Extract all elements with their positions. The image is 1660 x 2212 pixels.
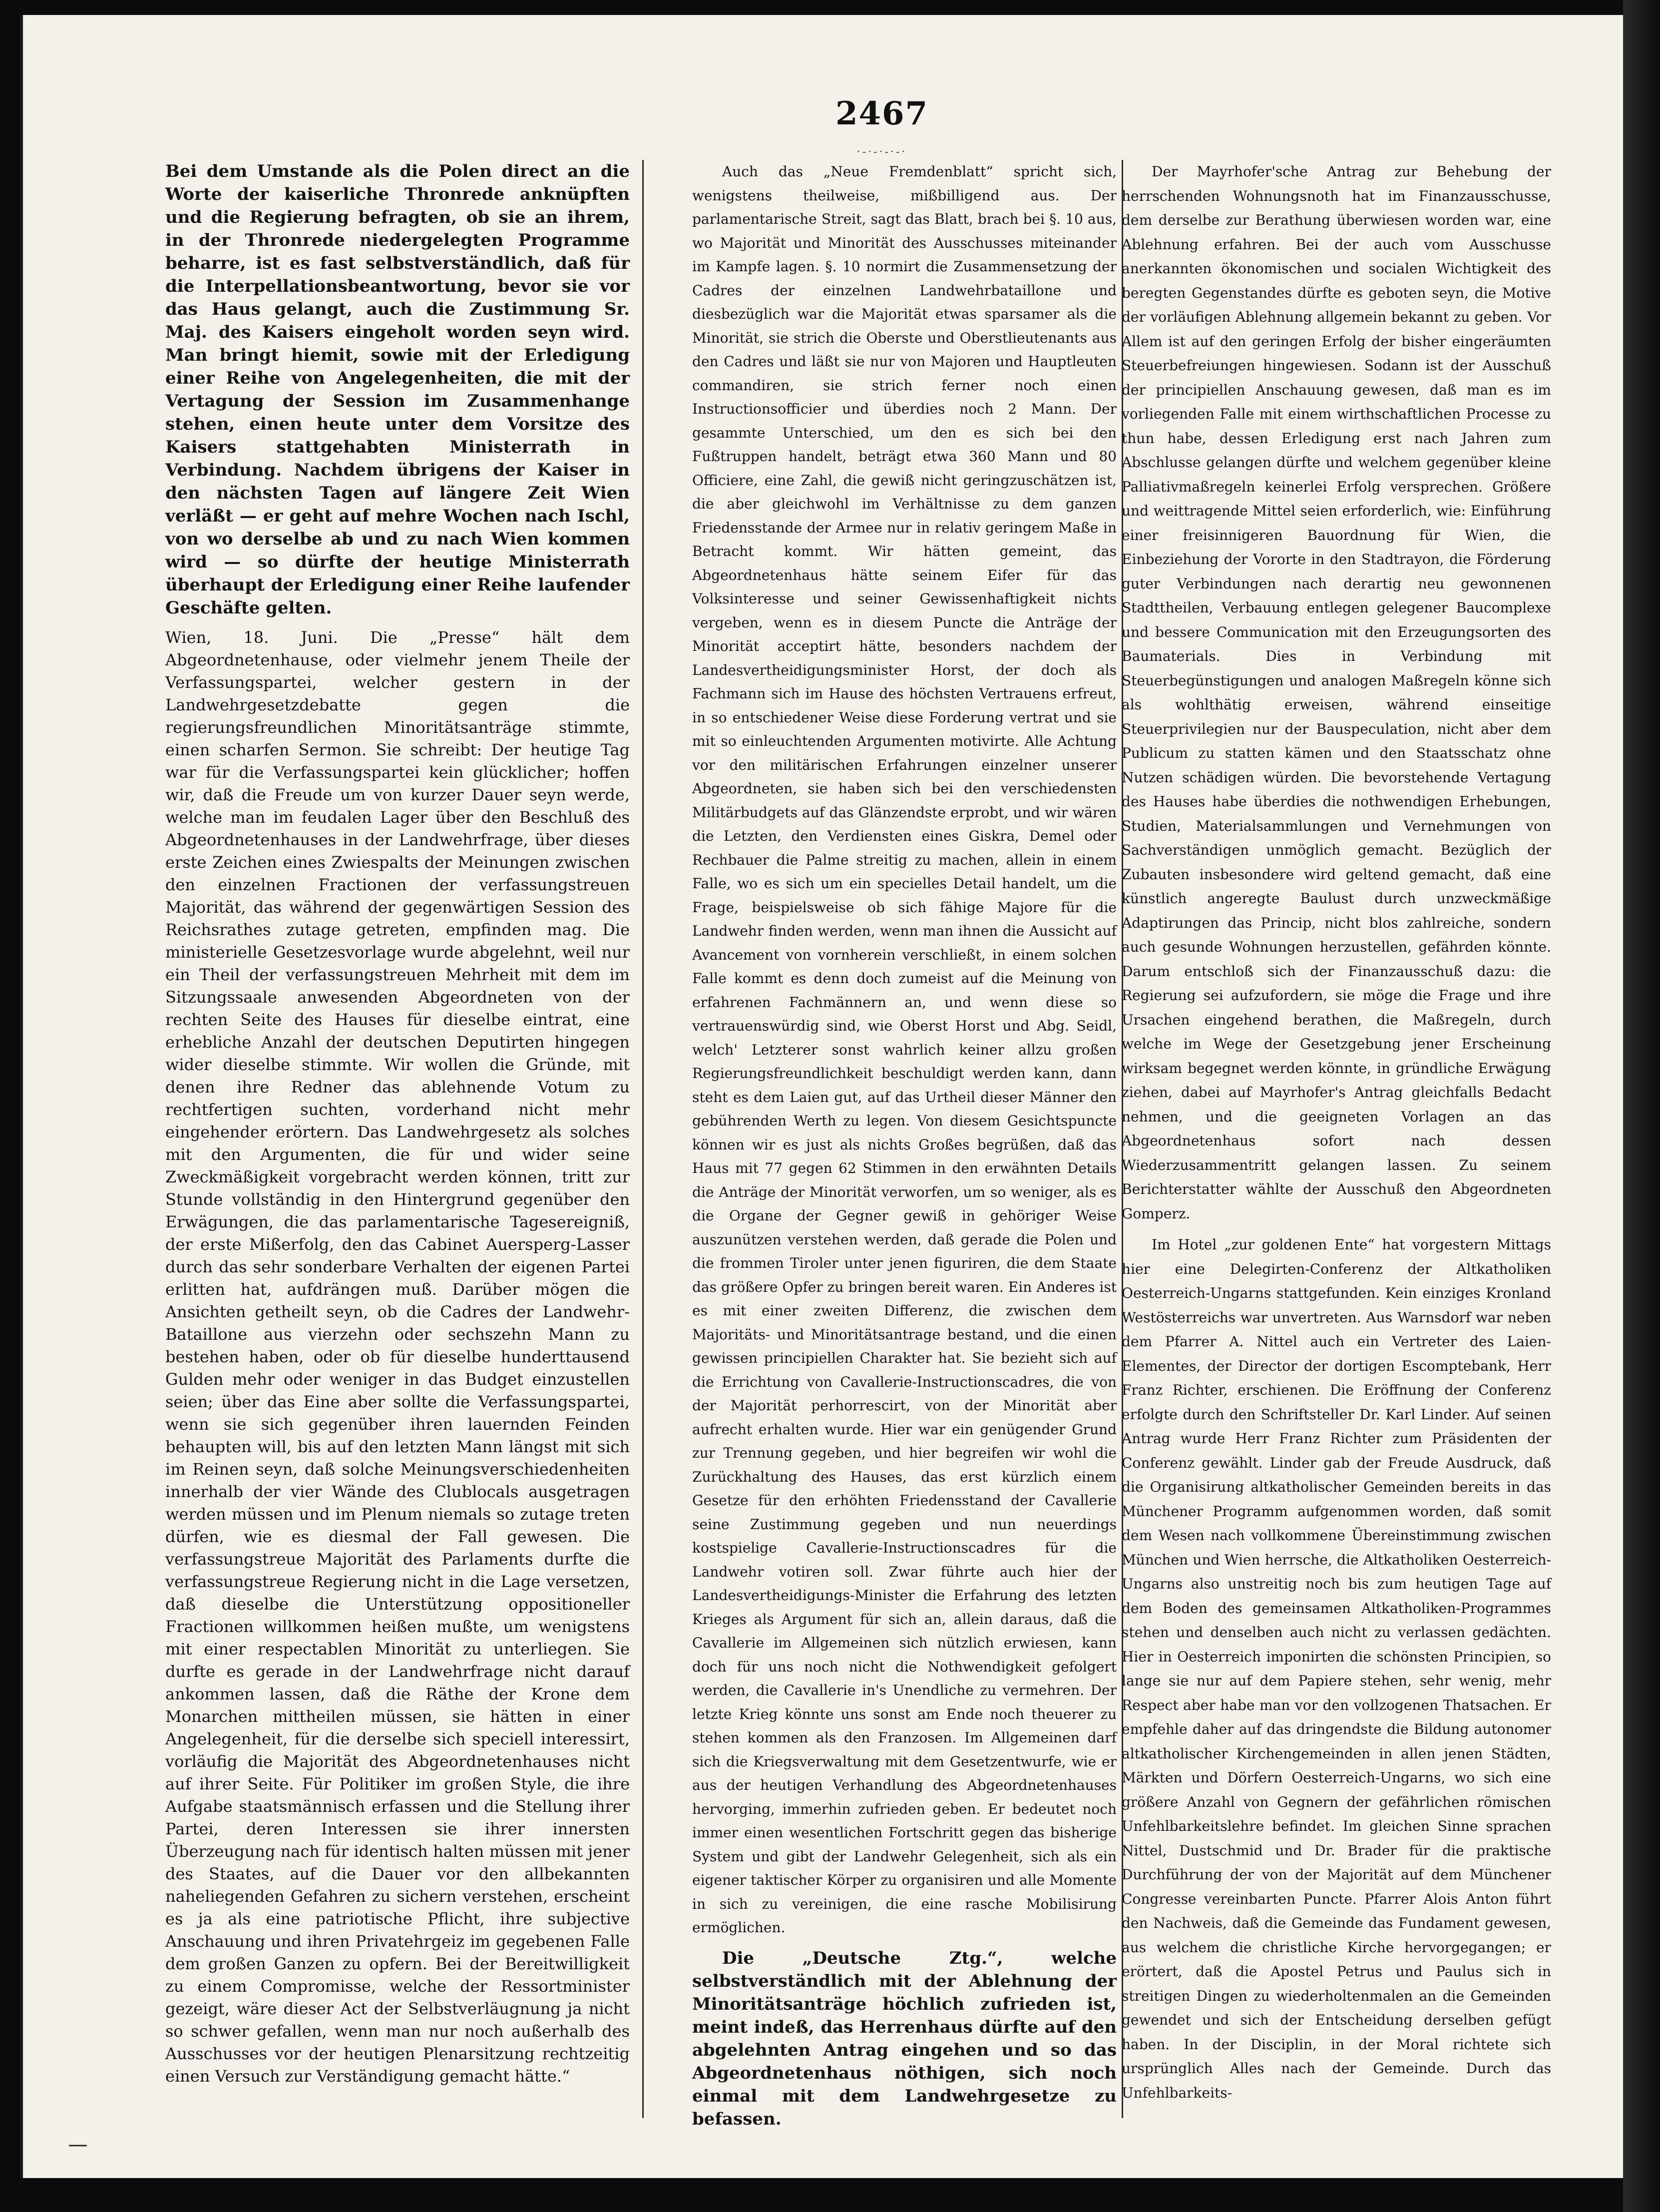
column-middle [692, 160, 1117, 2129]
column-right [1122, 160, 1551, 2118]
newspaper-page [20, 15, 1626, 2178]
page-edge-shadow [1623, 0, 1660, 2212]
article-mayrhofer-antrag: Der Mayrhofer'sche Antrag zur Behebung der herrschenden Wohnungsnoth hat im Finanzausschusse, dem derselbe zur Berathung überwiesen worden war, eine Ablehnung erfahren. Bei der auch vom Ausschusse anerkannten ökonomischen und socialen Wichtigkeit des beregten Gegenstandes dürfte es geboten seyn, die Motive der vorläufigen Ablehnung allgemein bekannt zu geben. Vor Allem ist auf den geringen Erfolg der bisher eingeräumten Steuerbefreiungen hingewiesen. Sodann ist der Ausschuß der principiellen Anschauung gewesen, daß man es im vorliegenden Falle mit einem wirthschaftlichen Processe zu thun habe, dessen Erledigung erst nach Jahren zum Abschlusse gelangen dürfte und welchem gegenüber kleine Palliativmaßregeln keinerlei Erfolg versprechen. Größere und weittragende Mittel seien erforderlich, wie: Einführung einer freisinnigeren Bauordnung für Wien, die Einbeziehung der Vororte in den Stadtrayon, die Förderung guter Verbindungen nach derartig neu gewonnenen Stadttheilen, Verbauung entlegen gelegener Baucomplexe und bessere Communication mit den Erzeugungsorten des Baumaterials. Dies in Verbindung mit Steuerbegünstigungen und analogen Maßregeln könne sich als wohlthätig erweisen, während einseitige Steuerprivilegien nur der Bauspeculation, nicht aber dem Publicum zu statten kämen und den Staatsschatz ohne Nutzen schädigen würden. Die bevorstehende Vertagung des Hauses habe überdies die nothwendigen Erhebungen, Studien, Materialsammlungen und Vernehmungen von Sachverständigen unmöglich gemacht. Bezüglich der Zubauten insbesondere wird geltend gemacht, daß eine künstlich angeregte Baulust durch unzweckmäßige Adaptirungen das Princip, nicht blos zahlreiche, sondern auch gesunde Wohnungen herzustellen, gefährden könnte. Darum entschloß sich der Finanzausschuß dazu: die Regierung sei aufzufordern, sie möge die Frage und ihre Ursachen eingehend berathen, die Maßregeln, durch welche im Wege der Gesetzgebung jener Erscheinung wirksam begegnet werden könnte, in gründliche Erwägung ziehen, dabei auf Mayrhofer's Antrag gleichfalls Bedacht nehmen, und die geeigneten Vorlagen an das Abgeordnetenhaus sofort nach dessen Wiederzusammentritt gelangen lassen. Zu seinem Berichterstatter wählte der Ausschuß den Abgeordneten Gomperz. [1122, 163, 1551, 1222]
column-left [165, 160, 630, 2118]
article-deutsche-zeitung: Die „Deutsche Ztg.“, welche selbstverständlich mit der Ablehnung der Minoritätsanträge höchlich zufrieden ist, meint indeß, das Herrenhaus dürfte auf den abgelehnten Antrag eingehen und so das Abgeordnetenhaus nöthigen, sich noch einmal mit dem Landwehrgesetze zu befassen. [692, 1948, 1117, 2129]
page-number: 2467 [835, 95, 929, 132]
article-wien-presse: Wien, 18. Juni. Die „Presse“ hält dem Abgeordnetenhause, oder vielmehr jenem Theile der Verfassungspartei, welcher gestern in der Landwehrgesetzdebatte gegen die regierungsfreundlichen Minoritätsanträge stimmte, einen scharfen Sermon. Sie schreibt: Der heutige Tag war für die Verfassungspartei kein glücklicher; hoffen wir, daß die Freude um von kurzer Dauer seyn werde, welche man im feudalen Lager über den Beschluß des Abgeordnetenhauses in der Landwehrfrage, über dieses erste Zeichen eines Zwiespalts der Meinungen zwischen den einzelnen Fractionen der verfassungstreuen Majorität, das während der gegenwärtigen Session des Reichsrathes zutage getreten, empfinden mag. Die ministerielle Gesetzesvorlage wurde abgelehnt, weil nur ein Theil der verfassungstreuen Mehrheit mit dem im Sitzungssaale anwesenden Abgeordneten von der rechten Seite des Hauses für dieselbe eintrat, eine erhebliche Anzahl der deutschen Deputirten hingegen wider dieselbe stimmte. Wir wollen die Gründe, mit denen ihre Redner das ablehnende Votum zu rechtfertigen suchten, vorderhand nicht mehr eingehender erörtern. Das Landwehrgesetz als solches mit den Argumenten, die für und wider seine Zweckmäßigkeit vorgebracht werden können, tritt zur Stunde vollständig in den Hintergrund gegenüber den Erwägungen, die das parlamentarische Tagesereigniß, der erste Mißerfolg, den das Cabinet Auersperg-Lasser durch das sehr sonderbare Verhalten der eigenen Partei erlitten hat, aufdrängen muß. Darüber mögen die Ansichten getheilt seyn, ob die Cadres der Landwehr-Bataillone aus vierzehn oder sechszehn Mann zu bestehen haben, oder ob für dieselbe hunderttausend Gulden mehr oder weniger in das Budget einzustellen seien; über das Eine aber sollte die Verfassungspartei, wenn sie sich gegenüber ihren lauernden Feinden behaupten will, bis auf den letzten Mann längst mit sich im Reinen seyn, daß solche Meinungsverschiedenheiten innerhalb der vier Wände des Clublocals ausgetragen werden müssen und im Plenum niemals so zutage treten dürfen, wie es diesmal der Fall gewesen. Die verfassungstreue Majorität des Parlaments durfte die verfassungstreue Regierung nicht in die Lage versetzen, daß dieselbe die Unterstützung oppositioneller Fractionen willkommen heißen mußte, um wenigstens mit einer respectablen Minorität zu unterliegen. Sie durfte es gerade in der Landwehrfrage nicht darauf ankommen lassen, daß die Räthe der Krone dem Monarchen mittheilen müssen, sie hätten in einer Angelegenheit, für die derselbe sich speciell interessirt, vorläufig die Majorität des Abgeordnetenhauses nicht auf ihrer Seite. Für Politiker im großen Style, die ihre Aufgabe staatsmännisch erfassen und die Stellung ihrer Partei, deren Interessen sie ihrer innersten Überzeugung nach für identisch halten müssen mit jener des Staates, auf die Dauer vor den allbekannten naheliegenden Gefahren zu sichern verstehen, erscheint es ja als eine patriotische Pflicht, ihre subjective Anschauung und ihren Privatehrgeiz im gegebenen Falle dem großen Ganzen zu opfern. Bei der Bereitwilligkeit zu einem Compromisse, welche der Ressortminister gezeigt, wäre dieser Act der Selbstverläugnung ja nicht so schwer gefallen, wenn man nur noch außerhalb des Ausschusses vor der heutigen Plenarsitzung rechtzeitig einen Versuch zur Verständigung gemacht hätte.“ [165, 628, 630, 2086]
column-divider-1 [642, 160, 644, 2118]
article-neues-fremdenblatt: Auch das „Neue Fremdenblatt“ spricht sich, wenigstens theilweise, mißbilligend aus. Der parlamentarische Streit, sagt das Blatt, brach bei §. 10 aus, wo Majorität und Minorität des Ausschusses miteinander im Kampfe lagen. §. 10 normirt die Zusammensetzung der Cadres der einzelnen Landwehrbataillone und diesbezüglich war die Majorität etwas sparsamer als die Minorität, sie strich die Oberste und Oberstlieutenants aus den Cadres und läßt sie nur von Majoren und Hauptleuten commandiren, sie strich ferner noch einen Instructionsofficier und überdies noch 2 Mann. Der gesammte Unterschied, um den es sich bei den Fußtruppen handelt, beträgt etwa 360 Mann und 80 Officiere, eine Zahl, die gewiß nicht geringzuschätzen ist, die aber gleichwohl im Verhältnisse zu dem ganzen Friedensstande der Armee nur in relativ geringem Maße in Betracht kommt. Wir hätten gemeint, das Abgeordnetenhaus hätte seinem Eifer für das Volksinteresse und seiner Gewissenhaftigkeit nichts vergeben, wenn es in diesem Puncte die Anträge der Minorität acceptirt hätte, besonders nachdem der Landesvertheidigungsminister Horst, der doch als Fachmann sich im Hause des höchsten Vertrauens erfreut, in so entschiedener Weise diese Forderung vertrat und sie mit so einleuchtenden Argumenten motivirte. Alle Achtung vor den militärischen Erfahrungen einzelner unserer Abgeordneten, sie haben sich bei den verschiedensten Militärbudgets auf das Glänzendste erprobt, und wir wären die Letzten, den Verdiensten eines Giskra, Demel oder Rechbauer die Palme streitig zu machen, allein in einem Falle, wo es sich um ein specielles Detail handelt, um die Frage, beispielsweise ob sich fähige Majore für die Landwehr finden werden, wenn man ihnen die Aussicht auf Avancement von vornherein verschließt, in einem solchen Falle kommt es denn doch zumeist auf die Meinung von erfahrenen Fachmännern an, und wenn diese so vertrauenswürdig sind, wie Oberst Horst und Abg. Seidl, welch' Letzterer sonst wahrlich keiner allzu großen Regierungsfreundlichkeit beschuldigt werden kann, dann steht es dem Laien gut, auf das Urtheil dieser Männer den gebührenden Werth zu legen. Von diesem Gesichtspuncte können wir es just als nichts Großes begrüßen, daß das Haus mit 77 gegen 62 Stimmen in den erwähnten Details die Anträge der Minorität verworfen, um so weniger, als es die Organe der Gegner gewiß in gehöriger Weise auszunützen verstehen werden, daß gerade die Polen und die frommen Tiroler unter jenen figuriren, die dem Staate das größere Opfer zu bringen bereit waren. Ein Anderes ist es mit einer zweiten Differenz, die zwischen dem Majoritäts- und Minoritätsantrage bestand, und die einen gewissen principiellen Charakter hat. Sie bezieht sich auf die Errichtung von Cavallerie-Instructionscadres, die von der Majorität perhorrescirt, von der Minorität aber aufrecht erhalten wurde. Hier war ein genügender Grund zur Trennung gegeben, und hier begreifen wir wohl die Zurückhaltung des Hauses, das erst kürzlich einem Gesetze für den erhöhten Friedensstand der Cavallerie seine Zustimmung gegeben und nun neuerdings kostspielige Cavallerie-Instructionscadres für die Landwehr votiren soll. Zwar führte auch hier der Landesvertheidigungs-Minister die Erfahrung des letzten Krieges als Argument für sich an, allein daraus, daß die Cavallerie im Allgemeinen sich nützlich erwiesen, kann doch für uns noch nicht die Nothwendigkeit gefolgert werden, die Cavallerie in's Unendliche zu vermehren. Der letzte Krieg könnte uns sonst am Ende noch theuerer zu stehen kommen als den Franzosen. Im Allgemeinen darf sich die Kriegsverwaltung mit dem Gesetzentwurfe, wie er aus der heutigen Verhandlung des Abgeordnetenhauses hervorging, immerhin zufrieden geben. Er bedeutet noch immer einen wesentlichen Fortschritt gegen das bisherige System und gibt der Landwehr Gelegenheit, sich als ein eigener taktischer Körper zu organisiren und alle Momente in sich zu vereinigen, die eine rasche Mobilisirung ermöglichen. [692, 163, 1117, 1936]
article-polish-interpellation: Bei dem Umstande als die Polen direct an die Worte der kaiserliche Thronrede anknüpften und die Regierung befragten, ob sie an ihrem, in der Thronrede niedergelegten Programme beharre, ist es fast selbstverständlich, daß für die Interpellationsbeantwortung, bevor sie vor das Haus gelangt, auch die Zustimmung Sr. Maj. des Kaisers eingeholt worden seyn wird. Man bringt hiemit, sowie mit der Erledigung einer Reihe von Angelegenheiten, die mit der Vertagung der Session im Zusammenhange stehen, einen heute unter dem Vorsitze des Kaisers stattgehabten Ministerrath in Verbindung. Nachdem übrigens der Kaiser in den nächsten Tagen auf längere Zeit Wien verläßt — er geht auf mehre Wochen nach Ischl, von wo derselbe ab und zu nach Wien kommen wird — so dürfte der heutige Ministerrath überhaupt der Erledigung einer Reihe laufender Geschäfte gelten. [165, 161, 630, 618]
article-altkatholiken-conferenz: Im Hotel „zur goldenen Ente“ hat vorgestern Mittags hier eine Delegirten-Conferenz der Altkatholiken Oesterreich-Ungarns stattgefunden. Kein einziges Kronland Westösterreichs war unvertreten. Aus Warnsdorf war neben dem Pfarrer A. Nittel auch ein Vertreter des Laien-Elementes, der Director der dortigen Escomptebank, Herr Franz Richter, erschienen. Die Eröffnung der Conferenz erfolgte durch den Schriftsteller Dr. Karl Linder. Auf seinen Antrag wurde Herr Franz Richter zum Präsidenten der Conferenz gewählt. Linder gab der Freude Ausdruck, daß die Organisirung altkatholischer Gemeinden bereits in das Münchener Programm aufgenommen worden, daß somit dem Wesen nach vollkommene Übereinstimmung zwischen München und Wien herrsche, die Altkatholiken Oesterreich-Ungarns also unstreitig noch bis zum heutigen Tage auf dem Boden des gemeinsamen Altkatholiken-Programmes stehen und denselben auch nicht zu verlassen gedächten. Hier in Oesterreich imponirten die schönsten Principien, so lange sie nur auf dem Papiere stehen, sehr wenig, mehr Respect aber habe man vor den vollzogenen Thatsachen. Er empfehle daher auf das dringendste die Bildung autonomer altkatholischer Kirchengemeinden in allen jenen Städten, Märkten und Dörfern Oesterreich-Ungarns, wo sich eine größere Anzahl von Gegnern der gefährlichen römischen Unfehlbarkeitslehre befindet. Im gleichen Sinne sprachen Nittel, Dustschmid und Dr. Brader für die praktische Durchführung der von der Majorität auf dem Münchener Congresse vereinbarten Puncte. Pfarrer Alois Anton führt den Nachweis, daß die Gemeinde das Fundament gewesen, aus welchem die christliche Kirche hervorgegangen; er erörtert, daß die Apostel Petrus und Paulus sich in streitigen Dingen zu wiederholtenmalen an die Gemeinden gewendet und sich der Entscheidung derselben gefügt haben. In der Disciplin, in der Moral richtete sich ursprünglich Alles nach der Gemeinde. Durch das Unfehlbarkeits- [1122, 1236, 1551, 2101]
footer-mark: — [68, 2133, 88, 2156]
page-number-ornament: ·-·-·-·-· [856, 146, 907, 158]
